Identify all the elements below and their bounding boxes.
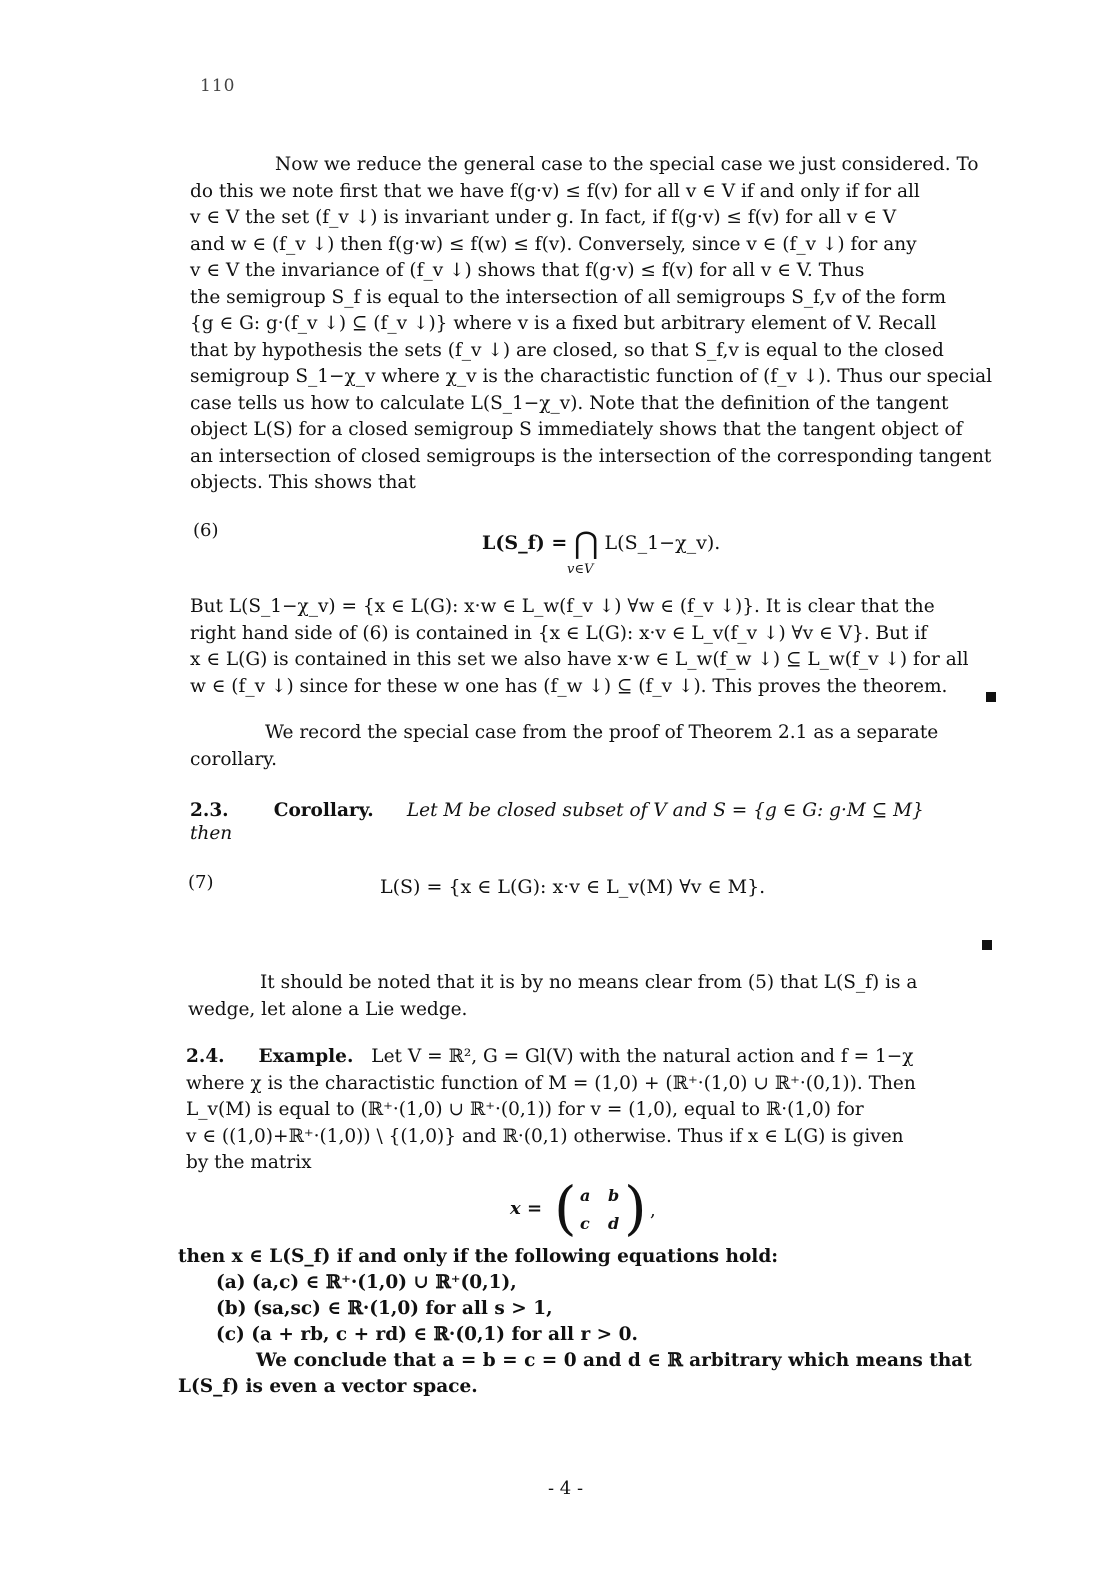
- text-line: v ∈ V the set (f_v ↓) is invariant under g. In fact, if f(g·v) ≤ f(v) for all v ∈ V: [190, 207, 897, 228]
- text-line: We conclude that a = b = c = 0 and d ∈ ℝ arbitrary which means that: [256, 1350, 972, 1371]
- text-line: We record the special case from the proof of Theorem 2.1 as a separate: [265, 722, 939, 743]
- intersection-index: v∈V: [567, 562, 594, 577]
- text-line: Now we reduce the general case to the special case we just considered. To: [275, 154, 979, 175]
- text-line: objects. This shows that: [190, 472, 416, 493]
- text-line: do this we note first that we have f(g·v) ≤ f(v) for all v ∈ V if and only if for all: [190, 180, 920, 202]
- text-line: wedge, let alone a Lie wedge.: [188, 998, 468, 1020]
- text-line: L_v(M) is equal to (ℝ⁺·(1,0) ∪ ℝ⁺·(0,1)) for v = (1,0), equal to ℝ·(1,0) for: [186, 1099, 864, 1120]
- matrix-entry: d: [608, 1214, 620, 1233]
- corollary-statement: Let M be closed subset of V and S = {g ∈ G: g·M ⊆ M}: [406, 800, 924, 821]
- text-line: that by hypothesis the sets (f_v ↓) are closed, so that S_f,v is equal to the closed: [190, 339, 944, 361]
- intersection-symbol: ⋂: [573, 526, 599, 561]
- condition-a: (a) (a,c) ∈ ℝ⁺·(1,0) ∪ ℝ⁺(0,1),: [216, 1272, 517, 1293]
- text-line: v ∈ V the invariance of (f_v ↓) shows that f(g·v) ≤ f(v) for all v ∈ V. Thus: [190, 260, 865, 281]
- qed-square-icon: [986, 692, 996, 702]
- equation-lhs: L(S_f) =: [482, 532, 574, 554]
- text-line: w ∈ (f_v ↓) since for these w one has (f_w ↓) ⊆ (f_v ↓). This proves the theorem.: [190, 675, 948, 697]
- paragraph-record: [190, 720, 1005, 773]
- paragraph-proof-end: [190, 594, 1005, 700]
- conditions-block: [178, 1244, 998, 1400]
- text-line: right hand side of (6) is contained in {x ∈ L(G): x·v ∈ L_v(f_v ↓) ∀v ∈ V}. But if: [190, 622, 928, 644]
- text-line: then x ∈ L(S_f) if and only if the following equations hold:: [178, 1246, 779, 1267]
- condition-b: (b) (sa,sc) ∈ ℝ·(1,0) for all s > 1,: [216, 1298, 553, 1319]
- matrix-lhs: x =: [510, 1198, 543, 1219]
- text-line: v ∈ ((1,0)+ℝ⁺·(1,0)) \ {(1,0)} and ℝ·(0,1) otherwise. Thus if x ∈ L(G) is given: [186, 1125, 904, 1147]
- text-line: Let V = ℝ², G = Gl(V) with the natural action and f = 1−χ: [371, 1046, 914, 1067]
- example-first-line: [186, 1044, 1001, 1071]
- text-line: and w ∈ (f_v ↓) then f(g·w) ≤ f(w) ≤ f(v). Conversely, since v ∈ (f_v ↓) for any: [190, 233, 917, 255]
- corollary-2-3: [190, 800, 1005, 847]
- text-line: where χ is the charactistic function of M = (1,0) + (ℝ⁺·(1,0) ∪ ℝ⁺·(0,1)). Then: [186, 1072, 916, 1094]
- page-footer: - 4 -: [548, 1478, 584, 1499]
- left-paren-icon: (: [554, 1174, 577, 1242]
- page-number: 110: [200, 76, 236, 96]
- equation-number: (6): [193, 520, 219, 541]
- paragraph-remark: [188, 970, 1003, 1023]
- qed-square-icon: [982, 940, 992, 950]
- equation-number: (7): [188, 872, 214, 893]
- example-title: Example.: [258, 1046, 354, 1067]
- text-line: It should be noted that it is by no means clear from (5) that L(S_f) is a: [260, 972, 918, 993]
- corollary-number: 2.3.: [190, 800, 229, 821]
- matrix-entry: b: [608, 1186, 620, 1205]
- text-line: L(S_f) is even a vector space.: [178, 1376, 478, 1397]
- text-line: the semigroup S_f is equal to the intersection of all semigroups S_f,v of the form: [190, 286, 946, 308]
- corollary-then: then: [190, 823, 233, 844]
- paragraph-reduction: [190, 152, 1005, 497]
- text-line: case tells us how to calculate L(S_1−χ_v). Note that the definition of the tangent: [190, 392, 949, 414]
- condition-c: (c) (a + rb, c + rd) ∈ ℝ·(0,1) for all r > 0.: [216, 1324, 638, 1345]
- matrix-equation: [510, 1174, 670, 1250]
- text-line: {g ∈ G: g·(f_v ↓) ⊆ (f_v ↓)} where v is a fixed but arbitrary element of V. Recall: [190, 313, 937, 334]
- text-line: an intersection of closed semigroups is the intersection of the corresponding tangent: [190, 445, 992, 467]
- example-number: 2.4.: [186, 1046, 225, 1067]
- text-line: object L(S) for a closed semigroup S immediately shows that the tangent object of: [190, 419, 963, 440]
- equation-7: L(S) = {x ∈ L(G): x·v ∈ L_v(M) ∀v ∈ M}.: [380, 876, 766, 898]
- corollary-title: Corollary.: [273, 800, 374, 821]
- equation-rhs: L(S_1−χ_v).: [604, 532, 721, 554]
- text-line: corollary.: [190, 748, 278, 770]
- text-line: x ∈ L(G) is contained in this set we also have x·w ∈ L_w(f_w ↓) ⊆ L_w(f_v ↓) for all: [190, 649, 969, 670]
- matrix-entry: a: [580, 1186, 591, 1205]
- example-2-4: [186, 1044, 1001, 1177]
- right-paren-icon: ): [624, 1174, 647, 1242]
- equation-6: [482, 522, 802, 582]
- text-line: semigroup S_1−χ_v where χ_v is the charactistic function of (f_v ↓). Thus our special: [190, 366, 993, 387]
- text-line: But L(S_1−χ_v) = {x ∈ L(G): x·w ∈ L_w(f_v ↓) ∀w ∈ (f_v ↓)}. It is clear that the: [190, 596, 935, 617]
- matrix-comma: ,: [650, 1200, 656, 1221]
- matrix-entry: c: [580, 1214, 590, 1233]
- text-line: by the matrix: [186, 1152, 312, 1173]
